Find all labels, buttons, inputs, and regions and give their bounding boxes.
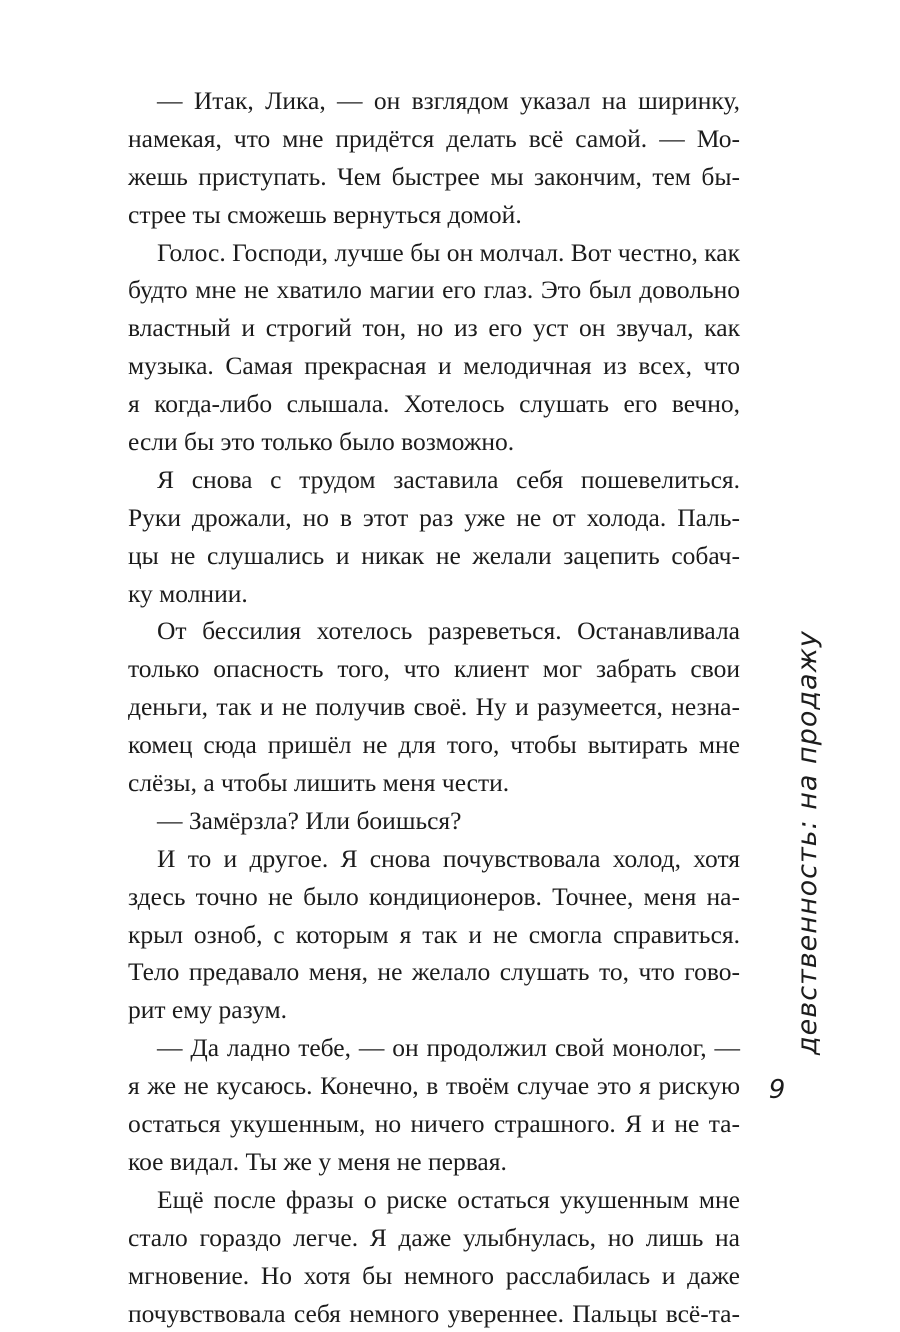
text-line: От бессилия хотелось разреветься. Останавливала xyxy=(128,612,740,650)
page-body-text xyxy=(128,82,740,1332)
text-line: Голос. Господи, лучше бы он молчал. Вот честно, как xyxy=(128,234,740,272)
text-line: мгновение. Но хотя бы немного расслабилась и даже xyxy=(128,1257,740,1295)
text-line: Ещё после фразы о риске остаться укушенным мне xyxy=(128,1181,740,1219)
text-line: ку молнии. xyxy=(128,575,740,613)
text-line: И то и другое. Я снова почувствовала холод, хотя xyxy=(128,840,740,878)
text-line: намекая, что мне придётся делать всё самой. — Мо- xyxy=(128,120,740,158)
text-line: почувствовала себя немного увереннее. Пальцы всё-та- xyxy=(128,1295,740,1332)
text-line: — Да ладно тебе, — он продолжил свой монолог, — xyxy=(128,1029,740,1067)
text-line: будто мне не хватило магии его глаз. Это был довольно xyxy=(128,271,740,309)
text-line: — Итак, Лика, — он взглядом указал на ширинку, xyxy=(128,82,740,120)
text-line: крыл озноб, с которым я так и не смогла справиться. xyxy=(128,916,740,954)
text-line: деньги, так и не получив своё. Ну и разумеется, незна- xyxy=(128,688,740,726)
text-line: комец сюда пришёл не для того, чтобы вытирать мне xyxy=(128,726,740,764)
text-line: слёзы, а чтобы лишить меня чести. xyxy=(128,764,740,802)
text-line: жешь приступать. Чем быстрее мы закончим, тем бы- xyxy=(128,158,740,196)
text-line: Тело предавало меня, не желало слушать то, что гово- xyxy=(128,953,740,991)
text-line: стало гораздо легче. Я даже улыбнулась, но лишь на xyxy=(128,1219,740,1257)
text-line: кое видал. Ты же у меня не первая. xyxy=(128,1143,740,1181)
text-line: если бы это только было возможно. xyxy=(128,423,740,461)
page-number: 9 xyxy=(762,1075,792,1105)
text-line: цы не слушались и никак не желали зацепить собач- xyxy=(128,537,740,575)
text-line: остаться укушенным, но ничего страшного. Я и не та- xyxy=(128,1105,740,1143)
text-line: я же не кусаюсь. Конечно, в твоём случае это я рискую xyxy=(128,1067,740,1105)
text-line: я когда-либо слышала. Хотелось слушать его вечно, xyxy=(128,385,740,423)
text-line: рит ему разум. xyxy=(128,991,740,1029)
running-title: девственность: на продажу xyxy=(792,630,823,1055)
text-line: Я снова с трудом заставила себя пошевелиться. xyxy=(128,461,740,499)
text-line: здесь точно не было кондиционеров. Точнее, меня на- xyxy=(128,878,740,916)
text-line: стрее ты сможешь вернуться домой. xyxy=(128,196,740,234)
text-line: властный и строгий тон, но из его уст он звучал, как xyxy=(128,309,740,347)
text-line: музыка. Самая прекрасная и мелодичная из всех, что xyxy=(128,347,740,385)
text-line: Руки дрожали, но в этот раз уже не от холода. Паль- xyxy=(128,499,740,537)
text-line: только опасность того, что клиент мог забрать свои xyxy=(128,650,740,688)
text-line: — Замёрзла? Или боишься? xyxy=(128,802,740,840)
